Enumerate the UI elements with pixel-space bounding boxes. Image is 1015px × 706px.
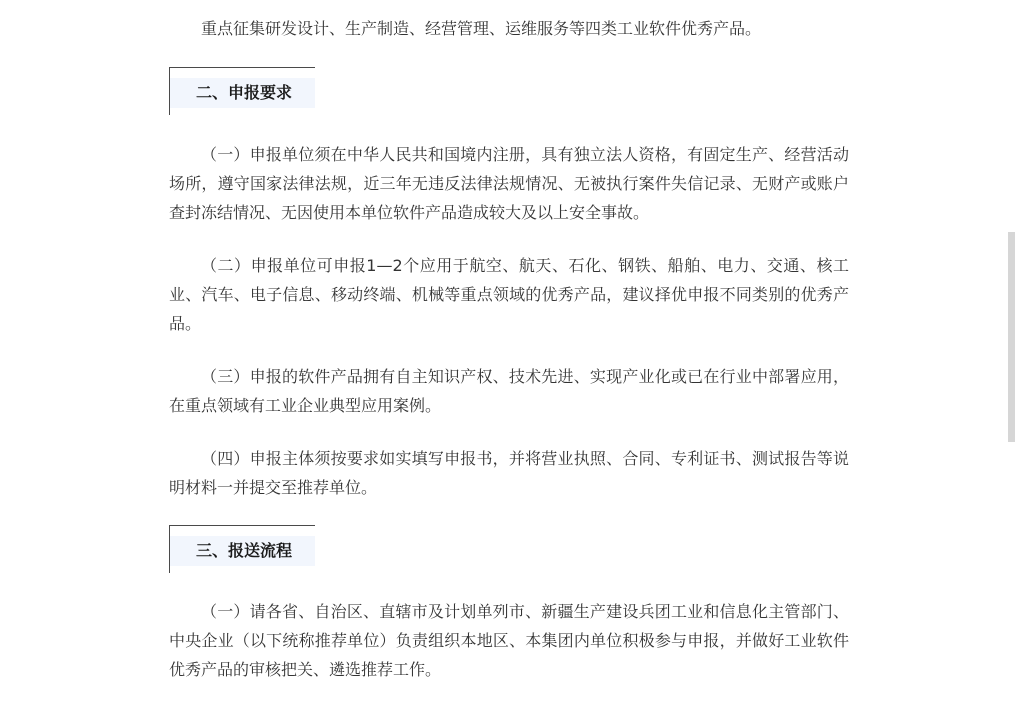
- section-heading-process: [169, 525, 315, 573]
- paragraph-process-1: [169, 597, 849, 684]
- section-heading-requirements: [169, 67, 315, 115]
- paragraph-requirement-3: [169, 362, 849, 420]
- paragraph-requirement-4: [169, 444, 849, 502]
- paragraph-requirement-2: [169, 251, 849, 338]
- scrollbar-thumb[interactable]: [1008, 232, 1015, 442]
- paragraph-requirement-1: [169, 140, 849, 227]
- section-title: 二、申报要求: [196, 83, 293, 102]
- paragraph-text: （二）申报单位可申报1—2个应用于航空、航天、石化、钢铁、船舶、电力、交通、核工业、汽车、电子信息、移动终端、机械等重点领域的优秀产品，建议择优申报不同类别的优秀产品。: [169, 256, 849, 333]
- section-title: 三、报送流程: [196, 541, 293, 560]
- paragraph-text: （一）请各省、自治区、直辖市及计划单列市、新疆生产建设兵团工业和信息化主管部门、中央企业（以下统称推荐单位）负责组织本地区、本集团内单位积极参与申报，并做好工业软件优秀产品的审核把关、遴选推荐工作。: [169, 602, 849, 679]
- paragraph-text: （三）申报的软件产品拥有自主知识产权、技术先进、实现产业化或已在行业中部署应用，在重点领域有工业企业典型应用案例。: [169, 367, 849, 415]
- paragraph-text: （四）申报主体须按要求如实填写申报书，并将营业执照、合同、专利证书、测试报告等说明材料一并提交至推荐单位。: [169, 449, 849, 497]
- paragraph-text: （一）申报单位须在中华人民共和国境内注册，具有独立法人资格，有固定生产、经营活动场所，遵守国家法律法规，近三年无违反法律法规情况、无被执行案件失信记录、无财产或账户查封冻结情况、无因使用本单位软件产品造成较大及以上安全事故。: [169, 145, 849, 222]
- intro-paragraph: 重点征集研发设计、生产制造、经营管理、运维服务等四类工业软件优秀产品。: [201, 19, 762, 38]
